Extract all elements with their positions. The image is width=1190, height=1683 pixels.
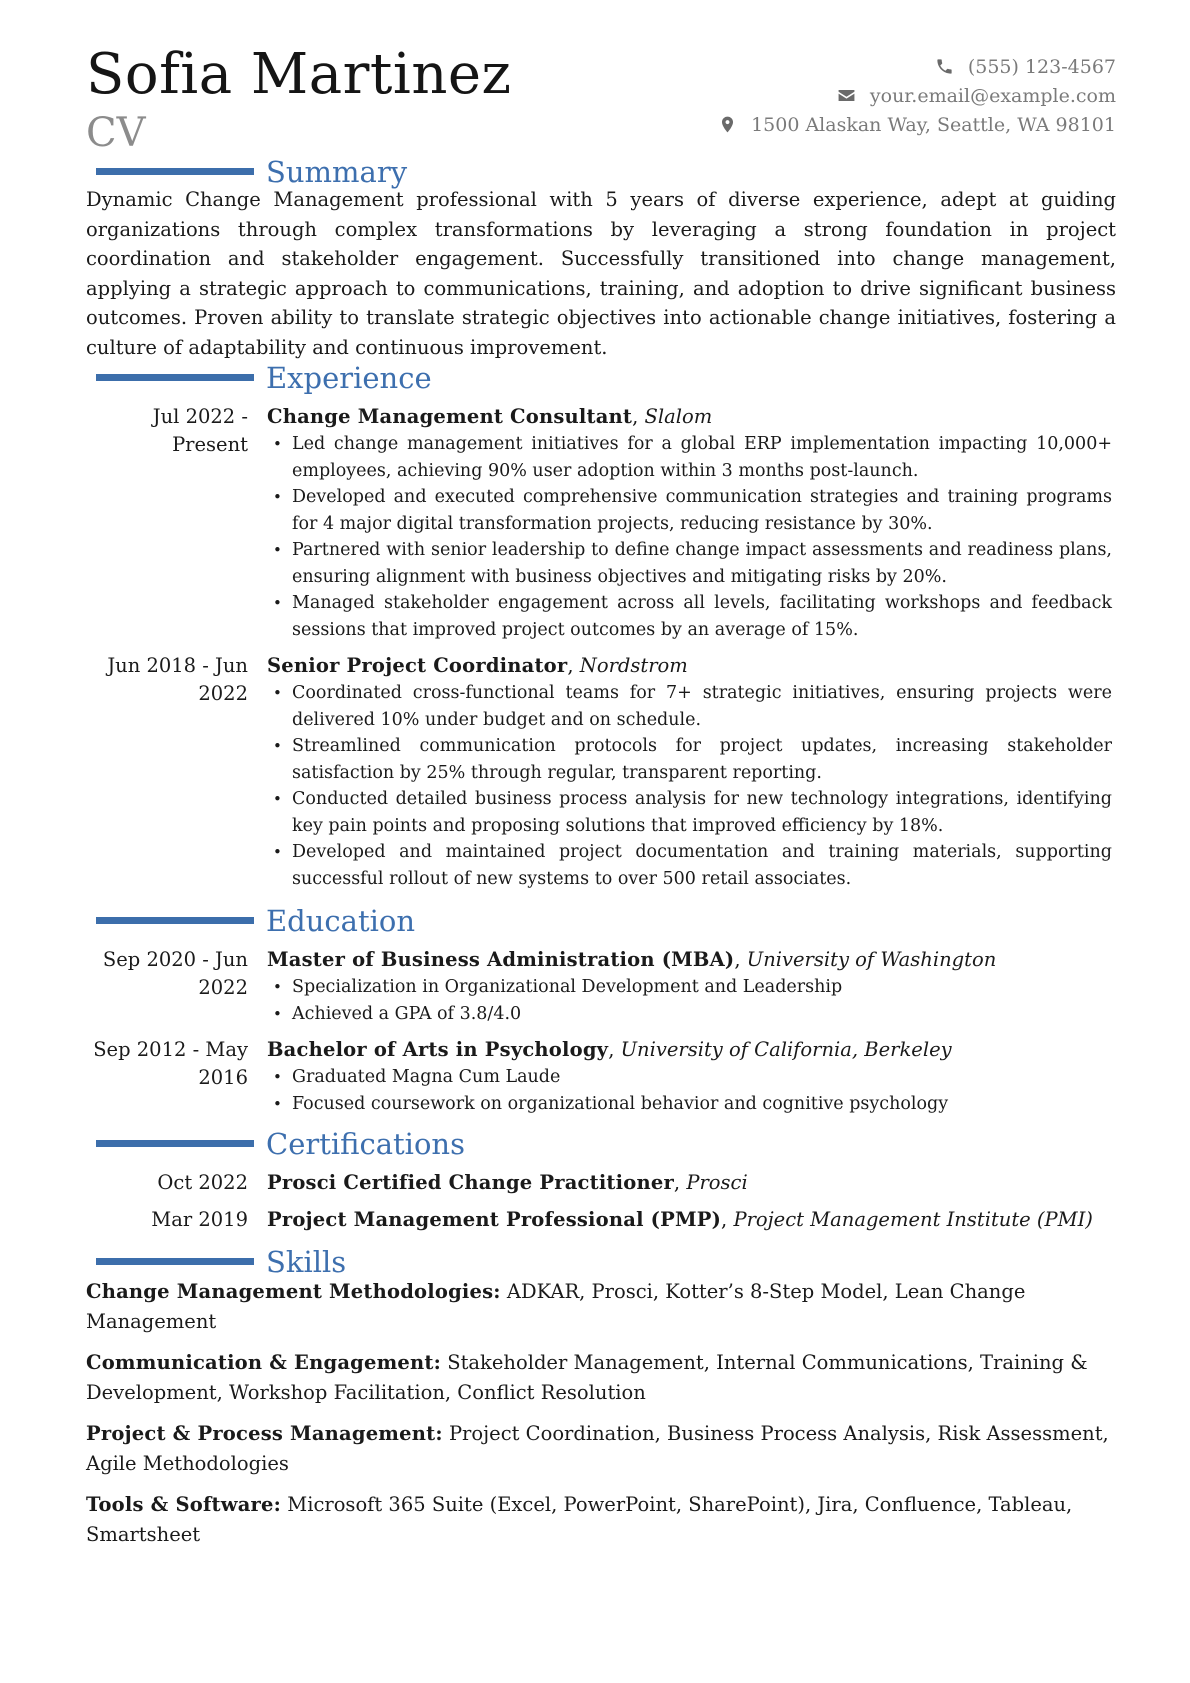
skill-category: Tools & Software: (86, 1493, 282, 1516)
entry-date: Jul 2022 - Present (152, 405, 248, 456)
degree: Master of Business Administration (MBA) (267, 948, 735, 971)
map-pin-icon (718, 115, 737, 134)
skill-category: Project & Process Management: (86, 1422, 443, 1445)
skill-group (86, 1490, 1116, 1549)
skill-group (86, 1419, 1116, 1478)
entry-heading: Bachelor of Arts in Psychology, University of California, Berkeley (267, 1038, 952, 1061)
school: University of California, Berkeley (620, 1038, 952, 1061)
bullet-item: • Achieved a GPA of 3.8/4.0 (267, 1001, 1112, 1028)
skill-list: Stakeholder Management, Internal Communications, Training & Development, Workshop Facilitation, Conflict Resolution (86, 1351, 1088, 1404)
certification-name: Prosci Certified Change Practitioner (267, 1171, 674, 1194)
email-address[interactable]: your.email@example.com (869, 84, 1116, 107)
envelope-icon (837, 86, 856, 105)
section-accent-bar (96, 374, 254, 381)
entry-body (267, 652, 1112, 892)
section-title: Certifications (266, 1127, 465, 1161)
bullet-item: • Managed stakeholder engagement across all levels, facilitating workshops and feedback sessions that improved project outcomes by an average of 15%. (267, 590, 1112, 643)
bullet-item: • Coordinated cross-functional teams for 7+ strategic initiatives, ensuring projects were delivered 10% under budget and on schedule. (267, 680, 1112, 733)
degree: Bachelor of Arts in Psychology (267, 1038, 609, 1061)
job-title: Change Management Consultant (267, 405, 633, 428)
bullet-item: • Specialization in Organizational Development and Leadership (267, 974, 1112, 1001)
bullet-list (267, 431, 1112, 643)
entry-body (267, 946, 1112, 1027)
entry-body (267, 1169, 1112, 1197)
certifications-heading (96, 1127, 1096, 1163)
contact-info (718, 52, 1116, 139)
entry-heading: Prosci Certified Change Practitioner, Prosci (267, 1171, 748, 1194)
section-accent-bar (96, 1140, 254, 1147)
street-address: 1500 Alaskan Way, Seattle, WA 98101 (751, 113, 1116, 136)
skill-group (86, 1277, 1116, 1336)
section-title: Summary (266, 155, 408, 189)
bullet-list (267, 1064, 1112, 1117)
skill-category: Communication & Engagement: (86, 1351, 442, 1374)
skills-heading (96, 1245, 1096, 1281)
bullet-item: • Led change management initiatives for a global ERP implementation impacting 10,000+ employees, achieving 90% user adoption within 3 months post-launch. (267, 431, 1112, 484)
cv-header (86, 40, 1116, 160)
skill-list: Microsoft 365 Suite (Excel, PowerPoint, SharePoint), Jira, Confluence, Tableau, Smartsheet (86, 1493, 1073, 1546)
bullet-item: • Graduated Magna Cum Laude (267, 1064, 1112, 1091)
phone-number[interactable]: (555) 123-4567 (967, 55, 1116, 78)
entry-heading: Master of Business Administration (MBA), University of Washington (267, 948, 997, 971)
skill-category: Change Management Methodologies: (86, 1280, 501, 1303)
issuer: Project Management Institute (PMI) (733, 1208, 1093, 1231)
entry-heading: Senior Project Coordinator, Nordstrom (267, 654, 688, 677)
bullet-item: • Streamlined communication protocols for project updates, increasing stakeholder satisfaction by 25% through regular, transparent reporting. (267, 733, 1112, 786)
section-title: Skills (266, 1245, 347, 1279)
bullet-item: • Conducted detailed business process analysis for new technology integrations, identifying key pain points and proposing solutions that improved efficiency by 18%. (267, 786, 1112, 839)
summary-text: Dynamic Change Management professional with 5 years of diverse experience, adept at guiding organizations through complex transformations by leveraging a strong foundation in project coordination and stakeholder engagement. Successfully transitioned into change management, applying a strategic approach to communications, training, and adoption to drive significant business outcomes. Proven ability to translate strategic objectives into actionable change initiatives, fostering a culture of adaptability and continuous improvement. (86, 188, 1116, 359)
contact-address (718, 110, 1116, 139)
document-type: CV (86, 110, 146, 156)
bullet-item: • Developed and maintained project documentation and training materials, supporting successful rollout of new systems to over 500 retail associates. (267, 839, 1112, 892)
section-title: Education (266, 904, 416, 938)
person-name: Sofia Martinez (86, 42, 512, 107)
contact-email (718, 81, 1116, 110)
skill-group (86, 1348, 1116, 1407)
entry-date: Mar 2019 (151, 1208, 248, 1231)
education-heading (96, 904, 1096, 940)
entry-date: Sep 2020 - Jun 2022 (102, 948, 248, 999)
phone-icon (935, 57, 954, 76)
job-title: Senior Project Coordinator (267, 654, 568, 677)
bullet-list (267, 680, 1112, 892)
certification-name: Project Management Professional (PMP) (267, 1208, 722, 1231)
employer: Slalom (644, 405, 713, 428)
skill-list: Project Coordination, Business Process Analysis, Risk Assessment, Agile Methodologies (86, 1422, 1109, 1475)
entry-heading: Project Management Professional (PMP), Project Management Institute (PMI) (267, 1208, 1093, 1231)
school: University of Washington (746, 948, 997, 971)
bullet-item: • Developed and executed comprehensive communication strategies and training programs for 4 major digital transformation projects, reducing resistance by 30%. (267, 484, 1112, 537)
entry-date: Sep 2012 - May 2016 (93, 1038, 248, 1089)
issuer: Prosci (686, 1171, 748, 1194)
experience-heading (96, 361, 1096, 397)
skill-list: ADKAR, Prosci, Kotter’s 8-Step Model, Lean Change Management (86, 1280, 1026, 1333)
entry-body (267, 1206, 1112, 1234)
bullet-item: • Partnered with senior leadership to define change impact assessments and readiness plans, ensuring alignment with business objectives and mitigating risks by 20%. (267, 537, 1112, 590)
entry-date: Oct 2022 (157, 1171, 248, 1194)
entry-date: Jun 2018 - Jun 2022 (107, 654, 248, 705)
entry-heading: Change Management Consultant, Slalom (267, 405, 713, 428)
contact-phone (718, 52, 1116, 81)
section-title: Experience (266, 361, 432, 395)
bullet-list (267, 974, 1112, 1027)
section-accent-bar (96, 1258, 254, 1265)
entry-body (267, 1036, 1112, 1117)
section-accent-bar (96, 917, 254, 924)
employer: Nordstrom (579, 654, 688, 677)
entry-body (267, 403, 1112, 643)
bullet-item: • Focused coursework on organizational behavior and cognitive psychology (267, 1091, 1112, 1118)
section-accent-bar (96, 168, 254, 175)
